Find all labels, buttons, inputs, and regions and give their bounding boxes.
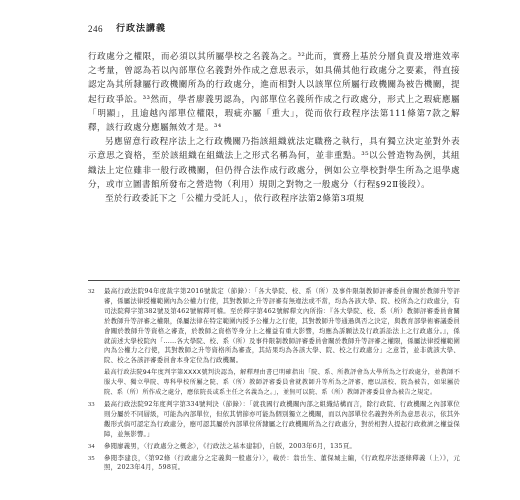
- running-title: 行政法講義: [116, 24, 167, 34]
- footnote: [88, 400, 460, 440]
- main-text: [88, 50, 460, 206]
- page-number: 246: [88, 24, 103, 34]
- footnote-text: 最高行政法院92年度判字第334號判決（節錄）：「就我國行政機關內部之組織結構而言，除行政院、行政機關之內部單位則分屬於不同層級，可能為內部單位，但依其情節亦可能為個別獨立之機關，而以內部單位名義對外所為意思表示，依其外觀形式倘可認定為行政處分，應可認其屬於內部單位所隸屬之行政機關所為之行政處分，對於相對人提起行政救濟之權益保障，並無影響。」: [104, 399, 460, 438]
- footnote: [88, 368, 460, 398]
- paragraph: 另應留意行政程序法上之行政機關乃指該組織就法定職務之執行，具有獨立決定並對外表示意思之資格，至於該組織在組織法上之形式名稱為何，並非重點。³⁵以公營造物為例，其組織法上定位雖非一般行政機關，但仍得合法作成行政處分，例如公立學校對學生所為之退學處分，或市立圖書館所發布之營造物（利用）規則之對物之一般處分（行程§92Ⅱ後段）。: [88, 137, 460, 190]
- footnote-number: 33: [88, 400, 95, 408]
- footnote-number: 32: [88, 288, 95, 295]
- paragraph-continuation: 行政處分之權限，而必須以其所屬學校之名義為之。³²此而，實務上基於分層負責及增進效率之考量，曾認為若以內部單位名義對外作成之意思表示，如具備其他行政處分之要素，得直接認定為其所隸屬行政機關所為的行政處分，進而相對人以該單位所屬行政機關為被告機關，提起行政爭訟。³³然而，學者廖義男認為，內部單位名義所作成之行政處分，形式上之瑕疵應屬「明顯」，且逾越內部單位權限，瑕疵亦屬「重大」，從而依行政程序法第111條第7款之解釋，該行政處分應屬無效才是。³⁴: [88, 52, 460, 134]
- footnote-text: 最高行政法院94年度判字第XXXX號判決認為，解釋理由書已明確指出「院、系、所教評會為大學所為之行政處分，並教師不服大學、獨立學院、專科學校所屬之院、系（所）教師評審委員會就教師升等所為之評審，應以該校、院為被告，如果屬於院、系（所）所作成之處分，應依院長或系主任之名義為之。」，並無可以院、系（所）教師評審委員會為被告之規定。: [104, 369, 460, 397]
- footnote-divider: [88, 280, 460, 281]
- footnote-number: 35: [88, 454, 95, 462]
- footnote-text: 參閱李建良，〈第92條（行政處分之定義與一般處分）〉，載於：翁岳生、董保城主編，《行政程序法逐條釋義（上）》，元照，2023年4月，598頁。: [104, 453, 460, 472]
- page-header: [88, 24, 458, 38]
- paragraph: 至於行政委託下之「公權力受託人」，依行政程序法第2條第3項規: [105, 194, 365, 205]
- footnote: [88, 454, 460, 474]
- footnote-text: 參閱廖義男，〈行政處分之概念〉，《行政法之基本建制》，自版，2003年6月，135頁。: [104, 441, 356, 450]
- footnote: [88, 287, 460, 366]
- footnote-text: 最高行政法院94年度裁字第2016號裁定（節錄）：「各大學院、校、系（所）及事件限制教師評審委員會關於教師升等評審，係屬法律授權範圍內為公權力行使，其對教師之升等評審有無違法或不當，均為各該大學、院、校所為之行政處分，有司法院釋字第382號及第462號解釋可稽。至於釋字第462號解釋文內所指：『各大學院、校、系（所）教師評審委員會關於教師升等評審之權限，係屬法律在特定範圍內授予公權力之行使，其對教師升等通過與否之決定，與教育部學術審議委員會關於教師升等資格之審查，於教師之資格等身分上之權益有重大影響，均應為訴願法及行政訴訟法上之行政處分。』，係就前述大學校院內「……各大學院、校、系（所）及事件限制教師評審委員會關於教師升等評審之權限，係屬法律授權範圍內為公權力之行使，其對教師之升等資格所為審查，其結果均為各該大學、院、校之行政處分」之意旨，並非就該大學、院、校之各該評審委員會本身定位為行政機關。: [104, 287, 460, 365]
- footnotes: [88, 287, 460, 473]
- footnote: [88, 442, 460, 452]
- footnote-number: 34: [88, 442, 95, 450]
